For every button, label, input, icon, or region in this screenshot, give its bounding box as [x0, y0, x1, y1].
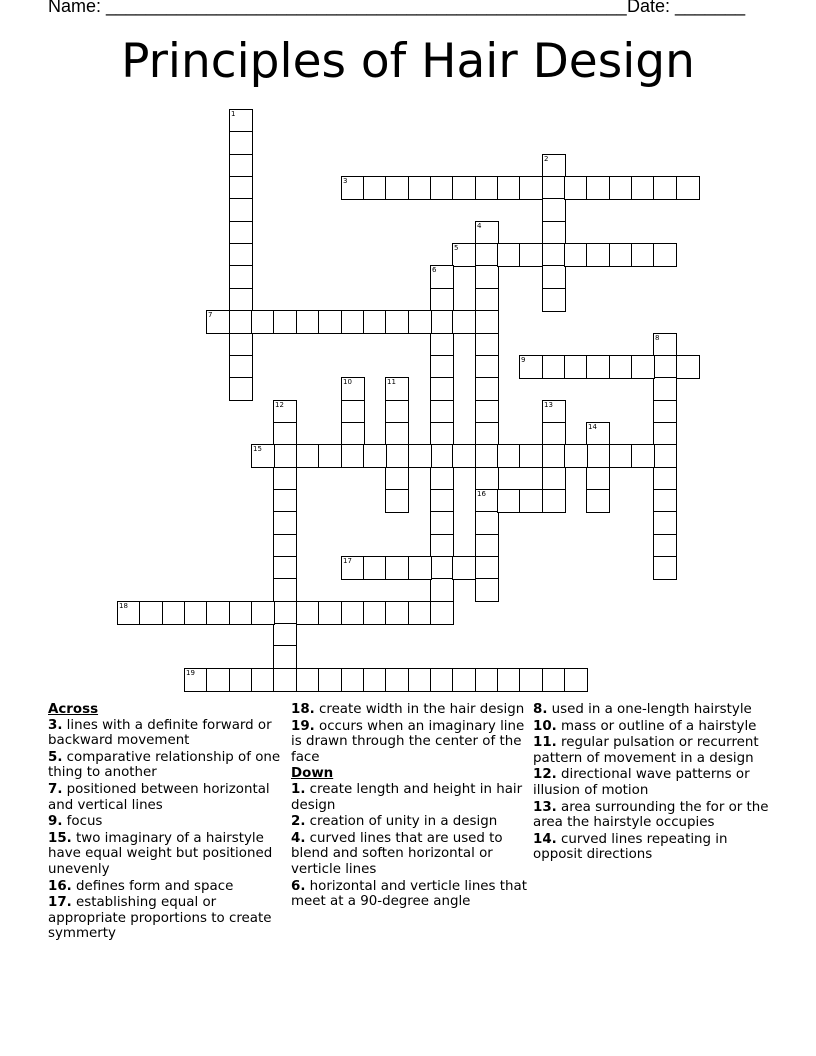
grid-cell[interactable] [363, 556, 387, 580]
grid-cell[interactable] [385, 489, 409, 513]
clue-across-15: 15. two imaginary of a hairstyle have equal weight but positioned unevenly [48, 830, 273, 877]
grid-cell[interactable] [609, 355, 633, 379]
grid-cell[interactable] [408, 310, 432, 334]
grid-cell[interactable] [631, 243, 655, 267]
grid-cell[interactable] [430, 534, 454, 558]
grid-cell[interactable] [430, 489, 454, 513]
grid-cell[interactable] [497, 444, 521, 468]
grid-cell[interactable] [229, 243, 253, 267]
grid-cell[interactable] [497, 176, 521, 200]
grid-cell[interactable] [341, 310, 365, 334]
grid-cell[interactable] [273, 601, 297, 625]
grid-cell[interactable] [273, 444, 297, 468]
clues-column-2 [291, 702, 527, 911]
grid-cell[interactable] [430, 333, 454, 357]
grid-cell[interactable] [318, 310, 342, 334]
grid-cell[interactable] [475, 668, 499, 692]
grid-cell[interactable] [542, 154, 566, 178]
grid-cell[interactable] [475, 355, 499, 379]
grid-cell[interactable] [519, 243, 543, 267]
grid-cell[interactable] [475, 310, 499, 334]
grid-cell[interactable] [452, 310, 476, 334]
clue-number: 12 [275, 401, 284, 409]
clue-number: 7 [208, 311, 213, 319]
grid-cell[interactable] [408, 668, 432, 692]
grid-cell[interactable] [653, 243, 677, 267]
grid-cell[interactable] [452, 668, 476, 692]
grid-cell[interactable] [542, 444, 566, 468]
page-title: Principles of Hair Design [121, 34, 695, 89]
grid-cell[interactable] [653, 422, 677, 446]
grid-cell[interactable] [341, 422, 365, 446]
grid-cell[interactable] [341, 377, 365, 401]
name-field[interactable]: Name: ____________________________________________________ [48, 0, 627, 16]
grid-cell[interactable] [542, 176, 566, 200]
grid-cell[interactable] [586, 422, 610, 446]
grid-cell[interactable] [408, 444, 432, 468]
clue-down-12: 12. directional wave patterns or illusion of motion [533, 767, 750, 798]
grid-cell[interactable] [273, 534, 297, 558]
grid-cell[interactable] [229, 377, 253, 401]
grid-cell[interactable] [184, 601, 208, 625]
clue-number: 4 [477, 222, 482, 230]
grid-cell[interactable] [653, 444, 677, 468]
grid-cell[interactable] [475, 444, 499, 468]
grid-cell[interactable] [273, 422, 297, 446]
clue-number: 3 [343, 177, 348, 185]
clue-across-5: 5. comparative relationship of one thing to another [48, 749, 281, 781]
grid-cell[interactable] [229, 355, 253, 379]
grid-cell[interactable] [341, 601, 365, 625]
grid-cell[interactable] [475, 377, 499, 401]
grid-cell[interactable] [318, 444, 342, 468]
grid-cell[interactable] [609, 243, 633, 267]
grid-cell[interactable] [564, 355, 588, 379]
clue-down-4: 4. curved lines that are used to blend and soften horizontal or verticle lines [291, 830, 503, 877]
grid-cell[interactable] [385, 176, 409, 200]
grid-cell[interactable] [385, 400, 409, 424]
clue-number: 1 [231, 110, 236, 118]
grid-cell[interactable] [385, 377, 409, 401]
clue-number: 19 [186, 669, 195, 677]
grid-cell[interactable] [653, 333, 677, 357]
grid-cell[interactable] [452, 556, 476, 580]
grid-cell[interactable] [408, 176, 432, 200]
clue-across-7: 7. positioned between horizontal and vertical lines [48, 781, 270, 813]
grid-cell[interactable] [341, 176, 365, 200]
grid-cell[interactable] [653, 511, 677, 535]
grid-cell[interactable] [273, 668, 297, 692]
grid-cell[interactable] [542, 467, 566, 491]
grid-cell[interactable] [586, 243, 610, 267]
grid-cell[interactable] [519, 444, 543, 468]
grid-cell[interactable] [385, 668, 409, 692]
grid-cell[interactable] [229, 198, 253, 222]
grid-cell[interactable] [318, 668, 342, 692]
grid-cell[interactable] [385, 556, 409, 580]
grid-cell[interactable] [430, 310, 454, 334]
grid-cell[interactable] [653, 377, 677, 401]
clue-down-2: 2. creation of unity in a design [291, 814, 498, 830]
clue-down-10: 10. mass or outline of a hairstyle [533, 718, 757, 734]
grid-cell[interactable] [363, 176, 387, 200]
grid-cell[interactable] [564, 444, 588, 468]
grid-cell[interactable] [341, 400, 365, 424]
grid-cell[interactable] [408, 601, 432, 625]
clue-down-8: 8. used in a one-length hairstyle [533, 702, 752, 717]
grid-cell[interactable] [586, 176, 610, 200]
grid-cell[interactable] [586, 467, 610, 491]
grid-cell[interactable] [497, 489, 521, 513]
clue-number: 2 [544, 155, 549, 163]
clue-across-16: 16. defines form and space [48, 878, 234, 894]
grid-cell[interactable] [653, 489, 677, 513]
grid-cell[interactable] [564, 668, 588, 692]
clue-number: 15 [253, 445, 262, 453]
grid-cell[interactable] [475, 221, 499, 245]
grid-cell[interactable] [542, 489, 566, 513]
grid-cell[interactable] [475, 243, 499, 267]
grid-cell[interactable] [273, 310, 297, 334]
grid-cell[interactable] [229, 131, 253, 155]
grid-cell[interactable] [452, 176, 476, 200]
across-heading: Across [48, 702, 99, 717]
clue-number: 18 [119, 602, 128, 610]
grid-cell[interactable] [586, 489, 610, 513]
clue-across-19: 19. occurs when an imaginary line is drawn through the center of the face [291, 718, 525, 765]
grid-cell[interactable] [475, 556, 499, 580]
grid-cell[interactable] [318, 601, 342, 625]
grid-cell[interactable] [385, 444, 409, 468]
grid-cell[interactable] [229, 265, 253, 289]
grid-cell[interactable] [229, 176, 253, 200]
grid-cell[interactable] [229, 154, 253, 178]
grid-cell[interactable] [475, 333, 499, 357]
grid-cell[interactable] [206, 601, 230, 625]
grid-cell[interactable] [273, 511, 297, 535]
grid-cell[interactable] [430, 288, 454, 312]
clues-column-3 [533, 702, 769, 864]
grid-cell[interactable] [497, 243, 521, 267]
clue-number: 16 [477, 490, 486, 498]
grid-cell[interactable] [229, 601, 253, 625]
grid-cell[interactable] [430, 400, 454, 424]
grid-cell[interactable] [385, 467, 409, 491]
clue-across-17: 17. establishing equal or appropriate proportions to create symmerty [48, 895, 272, 942]
grid-cell[interactable] [273, 489, 297, 513]
grid-cell[interactable] [609, 444, 633, 468]
grid-cell[interactable] [229, 221, 253, 245]
grid-cell[interactable] [430, 467, 454, 491]
grid-cell[interactable] [452, 444, 476, 468]
grid-cell[interactable] [653, 400, 677, 424]
grid-cell[interactable] [653, 556, 677, 580]
grid-cell[interactable] [475, 489, 499, 513]
grid-cell[interactable] [430, 355, 454, 379]
clue-number: 11 [387, 378, 396, 386]
grid-cell[interactable] [363, 668, 387, 692]
grid-cell[interactable] [497, 668, 521, 692]
grid-cell[interactable] [385, 601, 409, 625]
date-field[interactable]: Date: _______ [627, 0, 746, 16]
grid-cell[interactable] [475, 288, 499, 312]
clue-number: 9 [521, 356, 526, 364]
grid-cell[interactable] [229, 288, 253, 312]
grid-cell[interactable] [542, 198, 566, 222]
grid-cell[interactable] [385, 422, 409, 446]
grid-cell[interactable] [586, 355, 610, 379]
clues-column-1 [48, 702, 284, 943]
grid-cell[interactable] [341, 444, 365, 468]
grid-cell[interactable] [475, 422, 499, 446]
grid-cell[interactable] [296, 601, 320, 625]
grid-cell[interactable] [184, 668, 208, 692]
grid-cell[interactable] [363, 601, 387, 625]
grid-cell[interactable] [631, 444, 655, 468]
clue-down-6: 6. horizontal and verticle lines that meet at a 90-degree angle [291, 878, 527, 910]
clue-number: 5 [454, 244, 459, 252]
grid-cell[interactable] [430, 265, 454, 289]
grid-cell[interactable] [676, 176, 700, 200]
clue-down-13: 13. area surrounding the for or the area the hairstyle occupies [533, 799, 769, 831]
grid-cell[interactable] [653, 176, 677, 200]
grid-cell[interactable] [430, 377, 454, 401]
grid-cell[interactable] [475, 467, 499, 491]
grid-cell[interactable] [542, 355, 566, 379]
grid-cell[interactable] [341, 668, 365, 692]
grid-cell[interactable] [430, 668, 454, 692]
grid-cell[interactable] [117, 601, 141, 625]
grid-cell[interactable] [430, 601, 454, 625]
grid-cell[interactable] [542, 221, 566, 245]
grid-cell[interactable] [430, 422, 454, 446]
grid-cell[interactable] [631, 355, 655, 379]
clue-across-3: 3. lines with a definite forward or backward movement [48, 717, 272, 749]
grid-cell[interactable] [586, 444, 610, 468]
grid-cell[interactable] [519, 489, 543, 513]
grid-cell[interactable] [273, 645, 297, 669]
grid-cell[interactable] [430, 556, 454, 580]
grid-cell[interactable] [475, 578, 499, 602]
grid-cell[interactable] [475, 176, 499, 200]
grid-cell[interactable] [273, 578, 297, 602]
clue-number: 6 [432, 266, 437, 274]
grid-cell[interactable] [564, 176, 588, 200]
clue-across-9: 9. focus [48, 814, 103, 830]
grid-cell[interactable] [206, 310, 230, 334]
grid-cell[interactable] [341, 556, 365, 580]
grid-cell[interactable] [139, 601, 163, 625]
grid-cell[interactable] [653, 534, 677, 558]
grid-cell[interactable] [363, 444, 387, 468]
grid-cell[interactable] [653, 355, 677, 379]
grid-cell[interactable] [475, 265, 499, 289]
grid-cell[interactable] [296, 310, 320, 334]
clue-number: 10 [343, 378, 352, 386]
grid-cell[interactable] [296, 444, 320, 468]
grid-cell[interactable] [273, 556, 297, 580]
grid-cell[interactable] [452, 243, 476, 267]
grid-cell[interactable] [408, 556, 432, 580]
grid-cell[interactable] [542, 422, 566, 446]
grid-cell[interactable] [430, 444, 454, 468]
grid-cell[interactable] [251, 310, 275, 334]
grid-cell[interactable] [273, 400, 297, 424]
grid-cell[interactable] [653, 467, 677, 491]
grid-cell[interactable] [519, 176, 543, 200]
clue-down-14: 14. curved lines repeating in opposit directions [533, 831, 728, 863]
grid-cell[interactable] [475, 511, 499, 535]
grid-cell[interactable] [363, 310, 387, 334]
grid-cell[interactable] [229, 333, 253, 357]
clue-across-18: 18. create width in the hair design [291, 702, 525, 717]
grid-cell[interactable] [251, 601, 275, 625]
clue-number: 17 [343, 557, 352, 565]
grid-cell[interactable] [542, 243, 566, 267]
grid-cell[interactable] [475, 534, 499, 558]
grid-cell[interactable] [385, 310, 409, 334]
grid-cell[interactable] [273, 623, 297, 647]
grid-cell[interactable] [676, 355, 700, 379]
grid-cell[interactable] [251, 668, 275, 692]
grid-cell[interactable] [542, 265, 566, 289]
clue-down-1: 1. create length and height in hair design [291, 781, 523, 813]
grid-cell[interactable] [162, 601, 186, 625]
clue-number: 13 [544, 401, 553, 409]
grid-cell[interactable] [206, 668, 230, 692]
grid-cell[interactable] [229, 109, 253, 133]
grid-cell[interactable] [542, 288, 566, 312]
grid-cell[interactable] [430, 511, 454, 535]
grid-cell[interactable] [229, 668, 253, 692]
clue-down-11: 11. regular pulsation or recurrent pattern of movement in a design [533, 735, 759, 766]
grid-cell[interactable] [631, 176, 655, 200]
grid-cell[interactable] [519, 668, 543, 692]
grid-cell[interactable] [475, 400, 499, 424]
grid-cell[interactable] [542, 668, 566, 692]
grid-cell[interactable] [519, 355, 543, 379]
clue-number: 14 [588, 423, 597, 431]
grid-cell[interactable] [273, 467, 297, 491]
grid-cell[interactable] [609, 176, 633, 200]
grid-cell[interactable] [251, 444, 275, 468]
grid-cell[interactable] [430, 176, 454, 200]
grid-cell[interactable] [430, 578, 454, 602]
grid-cell[interactable] [229, 310, 253, 334]
grid-cell[interactable] [542, 400, 566, 424]
grid-cell[interactable] [564, 243, 588, 267]
grid-cell[interactable] [296, 668, 320, 692]
clue-number: 8 [655, 334, 660, 342]
down-heading: Down [291, 766, 334, 782]
